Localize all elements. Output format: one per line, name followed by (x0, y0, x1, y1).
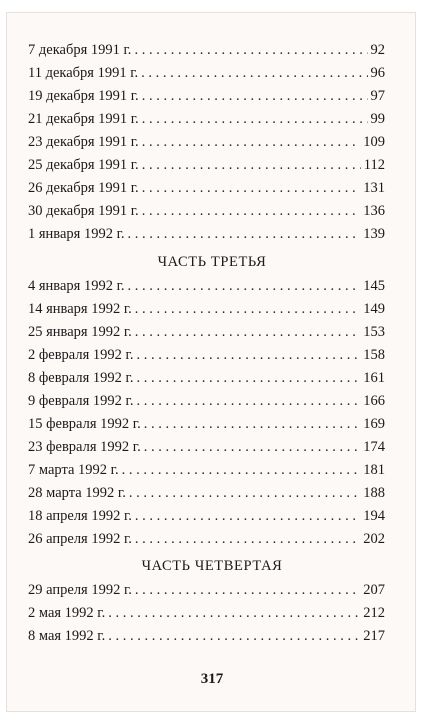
dot-leader (108, 602, 360, 625)
entry-date: 25 января 1992 г. (28, 324, 132, 340)
entry-page-number: 139 (363, 226, 385, 242)
toc-entry (28, 154, 385, 177)
entry-date: 8 февраля 1992 г. (28, 370, 134, 386)
dot-leader (136, 344, 360, 367)
entry-date: 1 января 1992 г. (28, 226, 125, 242)
toc-entry (28, 108, 385, 131)
toc-list-section-three (28, 275, 385, 551)
dot-leader (135, 321, 360, 344)
dot-leader (122, 459, 361, 482)
entry-page-number: 109 (363, 134, 385, 150)
entry-date: 7 марта 1992 г. (28, 462, 119, 478)
entry-page-number: 112 (363, 157, 385, 173)
entry-page-number: 212 (363, 605, 385, 621)
entry-date: 28 марта 1992 г. (28, 485, 126, 501)
entry-date: 30 декабря 1991 г. (28, 203, 139, 219)
entry-date: 15 февраля 1992 г. (28, 416, 141, 432)
dot-leader (135, 505, 360, 528)
page-number-folio: 317 (200, 671, 224, 687)
entry-page-number: 188 (363, 485, 385, 501)
toc-entry (28, 85, 385, 108)
toc-entry (28, 602, 385, 625)
dot-leader (108, 625, 360, 648)
entry-date: 26 апреля 1992 г. (28, 531, 132, 547)
entry-date: 4 января 1992 г. (28, 278, 125, 294)
toc-entry (28, 528, 385, 551)
dot-leader (142, 131, 361, 154)
entry-page-number: 217 (363, 628, 385, 644)
dot-leader (135, 528, 360, 551)
entry-page-number: 181 (363, 462, 385, 478)
dot-leader (142, 200, 361, 223)
entry-date: 11 декабря 1991 г. (28, 65, 139, 81)
toc-list-section-four (28, 579, 385, 648)
dot-leader (142, 154, 361, 177)
entry-page-number: 131 (363, 180, 385, 196)
toc-entry (28, 62, 385, 85)
toc-entry (28, 459, 385, 482)
entry-date: 9 февраля 1992 г. (28, 393, 134, 409)
dot-leader (144, 436, 361, 459)
toc-entry (28, 275, 385, 298)
entry-page-number: 158 (363, 347, 385, 363)
entry-page-number: 99 (370, 111, 385, 127)
toc-entry (28, 413, 385, 436)
entry-date: 18 апреля 1992 г. (28, 508, 132, 524)
toc-list-section-two (28, 39, 385, 246)
entry-page-number: 207 (363, 582, 385, 598)
toc-entry (28, 298, 385, 321)
entry-date: 23 декабря 1991 г. (28, 134, 139, 150)
toc-entry (28, 436, 385, 459)
entry-page-number: 161 (363, 370, 385, 386)
dot-leader (135, 579, 360, 602)
entry-date: 25 декабря 1991 г. (28, 157, 139, 173)
entry-date: 2 февраля 1992 г. (28, 347, 134, 363)
toc-entry (28, 344, 385, 367)
entry-page-number: 194 (363, 508, 385, 524)
dot-leader (136, 367, 360, 390)
entry-date: 8 мая 1992 г. (28, 628, 106, 644)
entry-date: 29 апреля 1992 г. (28, 582, 132, 598)
entry-date: 26 декабря 1991 г. (28, 180, 139, 196)
entry-date: 7 декабря 1991 г. (28, 42, 132, 58)
dot-leader (134, 39, 367, 62)
dot-leader (142, 108, 368, 131)
section-heading-part-four: ЧАСТЬ ЧЕТВЕРТАЯ (141, 558, 283, 574)
entry-page-number: 145 (363, 278, 385, 294)
dot-leader (135, 298, 360, 321)
toc-entry (28, 321, 385, 344)
dot-leader (128, 275, 361, 298)
entry-page-number: 92 (370, 42, 385, 58)
entry-page-number: 169 (363, 416, 385, 432)
toc-entry (28, 625, 385, 648)
toc-entry (28, 390, 385, 413)
book-page (6, 12, 416, 712)
entry-page-number: 97 (370, 88, 385, 104)
toc-entry (28, 223, 385, 246)
entry-page-number: 166 (363, 393, 385, 409)
toc-entry (28, 131, 385, 154)
dot-leader (142, 177, 361, 200)
dot-leader (141, 62, 367, 85)
toc-entry (28, 200, 385, 223)
entry-page-number: 149 (363, 301, 385, 317)
dot-leader (129, 482, 360, 505)
entry-date: 21 декабря 1991 г. (28, 111, 139, 127)
entry-date: 14 января 1992 г. (28, 301, 132, 317)
toc-entry (28, 39, 385, 62)
section-heading-part-three: ЧАСТЬ ТРЕТЬЯ (157, 254, 267, 270)
toc-entry (28, 367, 385, 390)
entry-date: 23 февраля 1992 г. (28, 439, 141, 455)
entry-page-number: 174 (363, 439, 385, 455)
toc-entry (28, 579, 385, 602)
toc-entry (28, 482, 385, 505)
dot-leader (136, 390, 360, 413)
toc-entry (28, 177, 385, 200)
dot-leader (128, 223, 361, 246)
toc-entry (28, 505, 385, 528)
dot-leader (144, 413, 361, 436)
dot-leader (142, 85, 368, 108)
entry-date: 2 мая 1992 г. (28, 605, 106, 621)
entry-page-number: 96 (370, 65, 385, 81)
entry-date: 19 декабря 1991 г. (28, 88, 139, 104)
entry-page-number: 202 (363, 531, 385, 547)
entry-page-number: 153 (363, 324, 385, 340)
entry-page-number: 136 (363, 203, 385, 219)
